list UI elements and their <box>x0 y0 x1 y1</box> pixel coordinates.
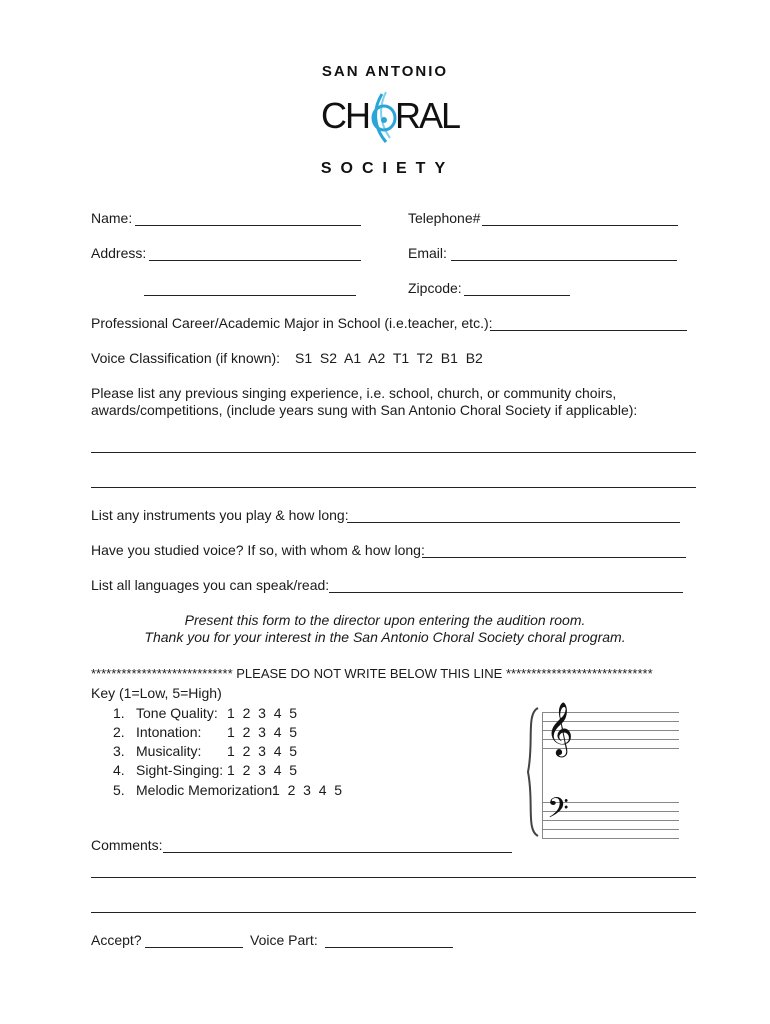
accept-label: Accept? <box>91 932 142 948</box>
logo-text-ral: RAL <box>395 95 460 136</box>
studied-voice-field[interactable] <box>422 557 686 558</box>
logo-text-ch: CH <box>321 95 369 136</box>
career-field[interactable] <box>490 330 687 331</box>
key-item-number: 1. <box>113 705 125 721</box>
instruments-field[interactable] <box>347 522 680 523</box>
voice-part-label: Voice Part: <box>250 932 318 948</box>
address-label: Address: <box>91 245 147 261</box>
logo-text-bottom: SOCIETY <box>320 160 455 177</box>
comments-field-line-2[interactable] <box>91 877 696 878</box>
key-item-number: 5. <box>113 782 125 798</box>
accept-field[interactable] <box>145 947 243 948</box>
studied-voice-label: Have you studied voice? If so, with whom & how long: <box>91 542 425 558</box>
instruments-label: List any instruments you play & how long: <box>91 507 349 523</box>
key-item-scale[interactable]: 1 2 3 4 5 <box>227 762 298 778</box>
comments-field[interactable] <box>163 852 512 853</box>
do-not-write-divider: **************************** PLEASE DO NOT WRITE BELOW THIS LINE ***************************** <box>91 666 653 681</box>
voice-classification-label: Voice Classification (if known): <box>91 350 281 366</box>
address-line-2-field[interactable] <box>144 295 356 296</box>
key-item-scale[interactable]: 1 2 3 4 5 <box>272 782 343 798</box>
telephone-label: Telephone# <box>408 210 481 226</box>
career-label: Professional Career/Academic Major in School (i.e.teacher, etc.): <box>91 315 493 331</box>
key-item-scale[interactable]: 1 2 3 4 5 <box>227 705 298 721</box>
email-label: Email: <box>408 245 447 261</box>
telephone-field[interactable] <box>482 225 678 226</box>
voice-part-field[interactable] <box>325 947 453 948</box>
address-field[interactable] <box>149 260 361 261</box>
comments-label: Comments: <box>91 837 163 853</box>
name-field[interactable] <box>135 225 361 226</box>
zipcode-field[interactable] <box>464 295 570 296</box>
treble-clef-icon: 𝄞 <box>546 701 574 755</box>
voice-classification-options[interactable]: S1 S2 A1 A2 T1 T2 B1 B2 <box>295 350 483 366</box>
key-item-scale[interactable]: 1 2 3 4 5 <box>227 724 298 740</box>
key-item-label: Melodic Memorization: <box>136 782 277 798</box>
experience-field-line-1[interactable] <box>91 452 696 453</box>
staff-brace-icon <box>520 702 542 842</box>
languages-field[interactable] <box>329 592 683 593</box>
key-title: Key (1=Low, 5=High) <box>91 685 222 701</box>
key-item-label: Tone Quality: <box>136 705 218 721</box>
key-item-scale[interactable]: 1 2 3 4 5 <box>227 743 298 759</box>
grand-staff[interactable] <box>520 702 680 842</box>
experience-label-line-2: awards/competitions, (include years sung with San Antonio Choral Society if applicable): <box>91 402 638 418</box>
email-field[interactable] <box>451 260 677 261</box>
zipcode-label: Zipcode: <box>408 280 462 296</box>
bass-clef-icon: 𝄢 <box>547 792 569 832</box>
languages-label: List all languages you can speak/read: <box>91 577 330 593</box>
experience-field-line-2[interactable] <box>91 487 696 488</box>
key-item-label: Musicality: <box>136 743 202 759</box>
key-item-label: Sight-Singing: <box>136 762 224 778</box>
key-item-number: 2. <box>113 724 125 740</box>
key-item-number: 3. <box>113 743 125 759</box>
logo-text-top: SAN ANTONIO <box>321 63 449 80</box>
instruction-note-1: Present this form to the director upon entering the audition room. <box>184 612 586 628</box>
comments-field-line-3[interactable] <box>91 912 696 913</box>
key-item-number: 4. <box>113 762 125 778</box>
experience-label-line-1: Please list any previous singing experience, i.e. school, church, or community choirs, <box>91 385 617 401</box>
instruction-note-2: Thank you for your interest in the San Antonio Choral Society choral program. <box>144 629 626 645</box>
name-label: Name: <box>91 210 133 226</box>
key-item-label: Intonation: <box>136 724 202 740</box>
